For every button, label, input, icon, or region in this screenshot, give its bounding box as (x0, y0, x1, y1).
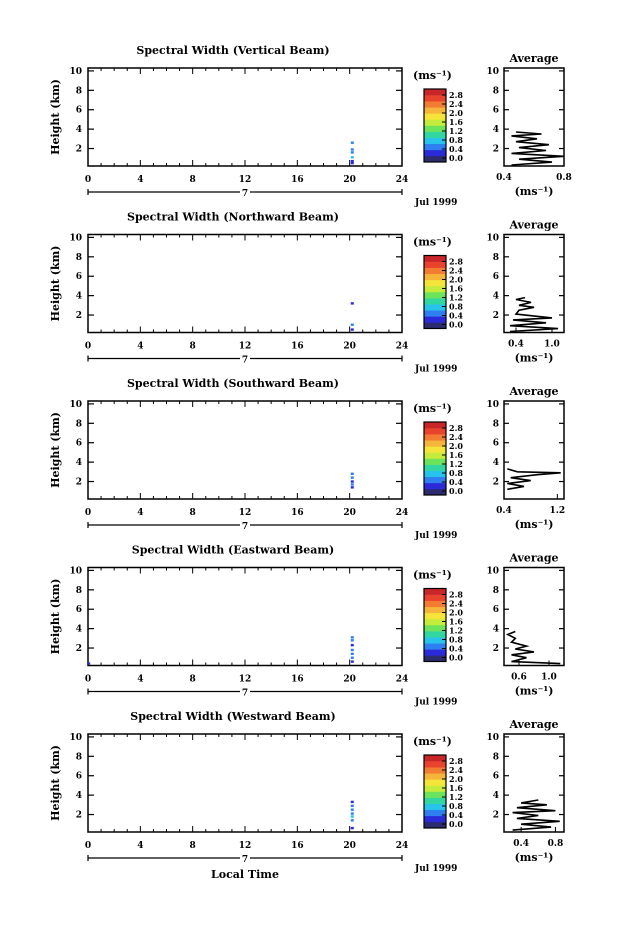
colorbar-tick-label: 1.2 (449, 625, 463, 636)
colorbar-segment (424, 755, 446, 761)
colorbar-segment (424, 589, 446, 595)
panel-3 (49, 377, 565, 541)
y-axis-label: Height (km) (49, 245, 62, 322)
colorbar-segment (424, 637, 446, 643)
colorbar-tick-label: 0.4 (449, 810, 463, 820)
colorbar-segment (424, 298, 446, 304)
y-tick-label: 10 (69, 399, 82, 410)
panel-4 (49, 544, 564, 708)
x-tick-label: 8 (189, 508, 196, 518)
colorbar-tick-label: 2.8 (449, 90, 463, 100)
colorbar-tick-label: 0.8 (449, 468, 463, 478)
colorbar-segment (424, 489, 446, 495)
average-profile-line (510, 298, 558, 332)
x-tick-label: 12 (238, 508, 252, 518)
plot-frame (88, 568, 402, 666)
colorbar-tick-label: 2.8 (449, 256, 463, 267)
average-title: Average (509, 385, 559, 398)
data-cell (351, 476, 354, 478)
y-axis-label: Height (km) (49, 745, 62, 821)
plot-frame (88, 401, 402, 499)
colorbar-segment (424, 465, 446, 471)
average-unit: (ms⁻¹) (514, 518, 554, 531)
day-label: 7 (241, 688, 249, 699)
colorbar-tick-label: 2.4 (449, 99, 463, 109)
colorbar-tick-label: 1.2 (449, 292, 463, 303)
avg-y-tick-label: 6 (492, 605, 499, 616)
colorbar-tick-label: 2.8 (449, 589, 463, 600)
avg-x-tick-label: 1.2 (549, 506, 566, 516)
colorbar-tick-label: 2.0 (449, 108, 463, 118)
average-unit: (ms⁻¹) (514, 851, 554, 864)
colorbar-segment (424, 655, 446, 661)
date-label: Jul 1999 (415, 198, 458, 208)
y-tick-label: 2 (75, 311, 82, 322)
colorbar-segment (424, 280, 446, 286)
y-tick-label: 8 (75, 252, 82, 263)
data-cell (351, 151, 354, 153)
x-tick-label: 12 (238, 341, 252, 352)
x-tick-label: 0 (84, 508, 92, 518)
data-cell (351, 801, 354, 803)
avg-x-tick-label: 1.0 (541, 672, 557, 683)
y-tick-label: 2 (75, 144, 82, 155)
y-tick-label: 6 (75, 105, 82, 116)
colorbar-segment (424, 619, 446, 625)
average-title: Average (509, 218, 559, 232)
data-cell (351, 483, 354, 485)
y-tick-label: 8 (75, 752, 82, 763)
day-label: 7 (241, 355, 249, 366)
colorbar-tick-label: 2.8 (449, 756, 463, 766)
avg-y-tick-label: 6 (492, 438, 499, 449)
data-cell (351, 156, 354, 158)
day-label: 7 (241, 189, 249, 199)
y-tick-label: 4 (75, 624, 82, 635)
colorbar-unit: (ms⁻¹) (413, 568, 452, 582)
avg-y-tick-label: 4 (492, 624, 499, 635)
colorbar-tick-label: 2.0 (449, 774, 463, 784)
y-tick-label: 8 (75, 585, 82, 596)
data-cell (351, 808, 354, 810)
date-label: Jul 1999 (415, 864, 458, 874)
y-tick-label: 10 (69, 732, 82, 743)
y-tick-label: 4 (75, 791, 82, 802)
average-profile-line (512, 132, 565, 165)
colorbar-segment (424, 428, 446, 434)
x-tick-label: 16 (291, 674, 304, 685)
avg-x-tick-label: 0.4 (496, 173, 512, 183)
colorbar-tick-label: 0.0 (449, 319, 463, 330)
y-tick-label: 2 (75, 810, 82, 821)
x-tick-label: 0 (84, 674, 92, 685)
colorbar-segment (424, 150, 446, 156)
average-profile-line (513, 800, 560, 830)
data-cell (351, 328, 354, 330)
panel-1 (49, 44, 572, 208)
x-tick-label: 24 (395, 175, 409, 185)
x-tick-label: 4 (137, 508, 144, 518)
panel-title: Spectral Width (Westward Beam) (130, 710, 336, 723)
avg-y-tick-label: 8 (492, 419, 499, 430)
colorbar-segment (424, 132, 446, 138)
panel-title: Spectral Width (Northward Beam) (127, 210, 339, 224)
data-cell (351, 653, 354, 655)
x-tick-label: 20 (343, 175, 356, 185)
avg-y-tick-label: 4 (492, 458, 499, 469)
avg-x-tick-label: 0.4 (513, 839, 529, 849)
colorbar-unit: (ms⁻¹) (413, 235, 452, 249)
average-title: Average (509, 52, 559, 65)
average-unit: (ms⁻¹) (514, 185, 554, 198)
avg-x-tick-label: 0.6 (511, 672, 527, 683)
average-title: Average (509, 718, 559, 731)
panel-title: Spectral Width (Vertical Beam) (136, 44, 330, 57)
panel-5 (49, 710, 564, 874)
avg-y-tick-label: 6 (492, 771, 499, 782)
colorbar-tick-label: 1.2 (449, 792, 463, 802)
y-axis-label: Height (km) (49, 412, 62, 488)
date-label: Jul 1999 (415, 697, 458, 708)
x-tick-label: 24 (395, 341, 409, 352)
data-cell (351, 636, 354, 638)
colorbar-segment (424, 286, 446, 292)
data-cell (351, 644, 354, 646)
average-frame (504, 568, 564, 666)
data-cell (351, 480, 354, 482)
x-tick-label: 4 (137, 674, 144, 685)
colorbar-segment (424, 113, 446, 119)
colorbar-segment (424, 119, 446, 125)
colorbar-tick-label: 2.4 (449, 765, 463, 775)
colorbar-segment (424, 89, 446, 95)
colorbar-unit: (ms⁻¹) (413, 402, 452, 415)
colorbar-unit: (ms⁻¹) (413, 735, 452, 748)
panel-title: Spectral Width (Southward Beam) (126, 377, 340, 390)
average-profile-line (508, 632, 561, 664)
colorbar-tick-label: 1.6 (449, 283, 463, 294)
x-tick-label: 8 (189, 841, 196, 851)
colorbar-tick-label: 0.8 (449, 634, 463, 645)
colorbar-unit: (ms⁻¹) (413, 69, 452, 82)
data-cell (351, 649, 354, 651)
colorbar-tick-label: 0.4 (449, 310, 463, 321)
plot-frame (88, 734, 402, 832)
colorbar-segment (424, 446, 446, 452)
data-cell (351, 302, 354, 304)
x-tick-label: 20 (343, 674, 356, 685)
y-tick-label: 6 (75, 605, 82, 616)
x-tick-label: 0 (84, 341, 92, 352)
x-tick-label: 0 (84, 841, 92, 851)
colorbar-segment (424, 595, 446, 601)
colorbar-segment (424, 761, 446, 767)
data-cell (351, 815, 354, 817)
colorbar-segment (424, 804, 446, 810)
colorbar-segment (424, 613, 446, 619)
data-cell (87, 662, 90, 664)
data-cell (351, 639, 354, 641)
y-axis-label: Height (km) (49, 79, 62, 155)
colorbar-segment (424, 631, 446, 637)
x-tick-label: 20 (343, 841, 356, 851)
avg-x-tick-label: 0.8 (547, 839, 564, 849)
panel-title: Spectral Width (Eastward Beam) (131, 543, 335, 557)
colorbar-tick-label: 1.6 (449, 117, 463, 127)
day-label: 7 (241, 855, 249, 865)
y-tick-label: 4 (75, 458, 82, 469)
x-tick-label: 24 (395, 674, 409, 685)
x-tick-label: 8 (189, 341, 196, 352)
colorbar-segment (424, 304, 446, 310)
y-axis-label: Height (km) (49, 578, 62, 655)
colorbar-tick-label: 2.4 (449, 265, 463, 276)
date-label: Jul 1999 (415, 364, 458, 375)
colorbar-segment (424, 256, 446, 262)
average-profile-line (507, 469, 560, 489)
data-cell (351, 148, 354, 150)
avg-y-tick-label: 2 (492, 810, 499, 821)
y-tick-label: 10 (69, 233, 82, 244)
avg-y-tick-label: 4 (492, 291, 499, 302)
data-cell (351, 660, 354, 662)
colorbar-tick-label: 2.4 (449, 432, 463, 442)
average-frame (504, 734, 564, 832)
avg-x-tick-label: 0.8 (556, 173, 572, 183)
colorbar-segment (424, 138, 446, 144)
avg-y-tick-label: 6 (492, 105, 499, 116)
x-tick-label: 16 (291, 175, 304, 185)
avg-y-tick-label: 4 (492, 791, 499, 802)
colorbar-segment (424, 95, 446, 101)
colorbar-tick-label: 0.4 (449, 643, 463, 654)
colorbar-segment (424, 471, 446, 477)
avg-y-tick-label: 10 (486, 732, 499, 743)
colorbar-tick-label: 0.8 (449, 801, 463, 811)
data-cell (351, 324, 354, 326)
colorbar-tick-label: 0.8 (449, 135, 463, 145)
data-cell (351, 473, 354, 475)
x-tick-label: 16 (291, 508, 304, 518)
colorbar-tick-label: 2.4 (449, 598, 463, 609)
x-axis-label: Local Time (211, 868, 279, 881)
colorbar-segment (424, 816, 446, 822)
colorbar-tick-label: 0.8 (449, 301, 463, 312)
date-label: Jul 1999 (415, 531, 458, 541)
x-tick-label: 4 (137, 841, 144, 851)
x-tick-label: 16 (291, 341, 304, 352)
average-unit: (ms⁻¹) (514, 684, 554, 698)
data-cell (351, 812, 354, 814)
data-cell (351, 142, 354, 144)
avg-y-tick-label: 10 (486, 566, 499, 577)
colorbar-segment (424, 822, 446, 828)
avg-y-tick-label: 8 (492, 585, 499, 596)
colorbar-segment (424, 322, 446, 328)
x-tick-label: 16 (291, 841, 304, 851)
colorbar-segment (424, 316, 446, 322)
colorbar-segment (424, 649, 446, 655)
colorbar-tick-label: 1.6 (449, 783, 463, 793)
x-tick-label: 4 (137, 341, 144, 352)
avg-y-tick-label: 10 (486, 66, 499, 77)
colorbar-segment (424, 452, 446, 458)
avg-y-tick-label: 8 (492, 252, 499, 263)
colorbar-segment (424, 779, 446, 785)
data-cell (351, 160, 354, 162)
y-tick-label: 8 (75, 86, 82, 97)
x-tick-label: 4 (137, 175, 144, 185)
avg-y-tick-label: 2 (492, 144, 499, 155)
x-tick-label: 24 (395, 508, 409, 518)
colorbar-tick-label: 1.6 (449, 616, 463, 627)
colorbar-tick-label: 1.2 (449, 126, 463, 136)
plot-frame (88, 68, 402, 166)
avg-y-tick-label: 6 (492, 272, 499, 283)
data-cell (351, 827, 354, 829)
y-tick-label: 10 (69, 66, 82, 77)
avg-y-tick-label: 8 (492, 86, 499, 97)
y-tick-label: 4 (75, 125, 82, 136)
y-tick-label: 6 (75, 272, 82, 283)
plot-frame (88, 235, 402, 333)
data-cell (351, 657, 354, 659)
colorbar-tick-label: 1.2 (449, 459, 463, 469)
avg-y-tick-label: 10 (486, 233, 499, 244)
panel-2 (49, 211, 564, 375)
y-tick-label: 8 (75, 419, 82, 430)
colorbar-tick-label: 2.0 (449, 441, 463, 451)
colorbar-segment (424, 156, 446, 162)
x-tick-label: 12 (238, 175, 252, 185)
x-tick-label: 12 (238, 674, 252, 685)
avg-y-tick-label: 10 (486, 399, 499, 410)
colorbar-segment (424, 262, 446, 268)
colorbar-segment (424, 483, 446, 489)
x-tick-label: 20 (343, 508, 356, 518)
average-unit: (ms⁻¹) (514, 351, 554, 365)
avg-x-tick-label: 0.4 (508, 339, 524, 350)
colorbar-segment (424, 798, 446, 804)
y-tick-label: 10 (69, 566, 82, 577)
avg-y-tick-label: 2 (492, 311, 499, 322)
colorbar-tick-label: 0.0 (449, 652, 463, 663)
x-tick-label: 8 (189, 674, 196, 685)
average-frame (504, 235, 564, 333)
colorbar-tick-label: 1.6 (449, 450, 463, 460)
avg-y-tick-label: 2 (492, 477, 499, 488)
colorbar-tick-label: 0.4 (449, 144, 463, 154)
y-tick-label: 4 (75, 291, 82, 302)
colorbar-tick-label: 2.0 (449, 274, 463, 285)
y-tick-label: 6 (75, 438, 82, 449)
data-cell (351, 805, 354, 807)
avg-x-tick-label: 1.0 (544, 339, 560, 350)
y-tick-label: 2 (75, 644, 82, 655)
x-tick-label: 8 (189, 175, 196, 185)
colorbar-tick-label: 0.4 (449, 477, 463, 487)
avg-x-tick-label: 0.4 (496, 506, 512, 516)
x-tick-label: 0 (84, 175, 92, 185)
x-tick-label: 20 (343, 341, 356, 352)
colorbar-tick-label: 0.0 (449, 486, 463, 496)
average-title: Average (509, 551, 559, 565)
x-tick-label: 12 (238, 841, 252, 851)
day-label: 7 (241, 522, 249, 532)
colorbar-segment (424, 422, 446, 428)
y-tick-label: 6 (75, 771, 82, 782)
colorbar-tick-label: 0.0 (449, 153, 463, 163)
avg-y-tick-label: 4 (492, 125, 499, 136)
data-cell (351, 819, 354, 821)
colorbar-tick-label: 2.8 (449, 423, 463, 433)
x-tick-label: 24 (395, 841, 409, 851)
y-tick-label: 2 (75, 477, 82, 488)
data-cell (351, 486, 354, 488)
avg-y-tick-label: 8 (492, 752, 499, 763)
colorbar-tick-label: 0.0 (449, 819, 463, 829)
avg-y-tick-label: 2 (492, 644, 499, 655)
colorbar-segment (424, 785, 446, 791)
colorbar-tick-label: 2.0 (449, 607, 463, 618)
